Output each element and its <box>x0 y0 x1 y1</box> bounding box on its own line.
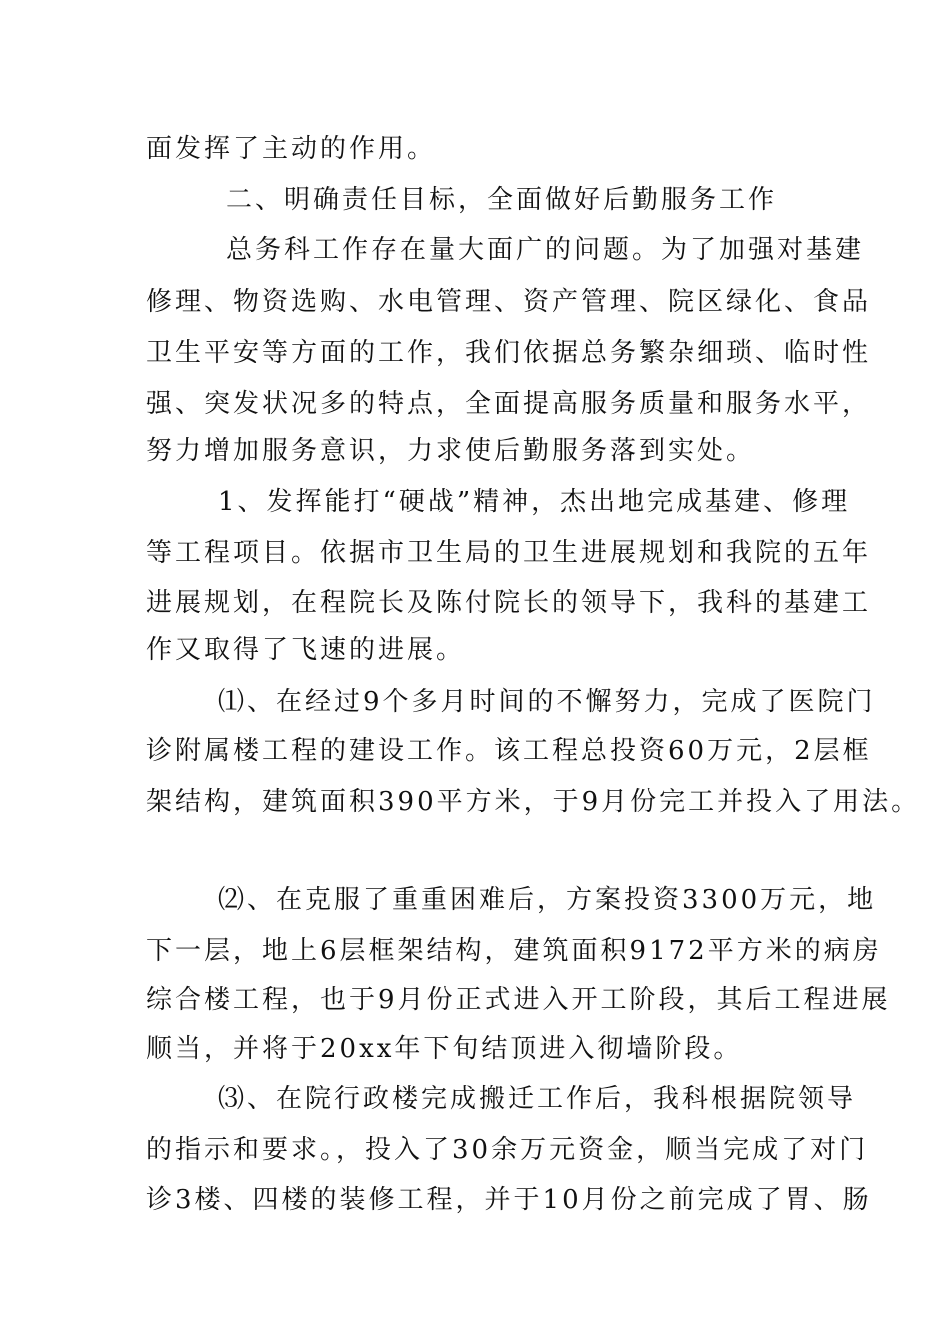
text-line: 顺当，并将于20xx年下旬结顶进入彻墙阶段。 <box>146 1034 743 1064</box>
text-line: 的指示和要求。，投入了30余万元资金，顺当完成了对门 <box>146 1135 869 1165</box>
text-line: 努力增加服务意识，力求使后勤服务落到实处。 <box>146 436 756 466</box>
section-heading: 二、明确责任目标，全面做好后勤服务工作 <box>226 185 778 215</box>
text-line: 面发挥了主动的作用。 <box>146 134 437 164</box>
text-line: 综合楼工程，也于9月份正式进入开工阶段，其后工程进展 <box>146 985 891 1015</box>
text-line: 作又取得了飞速的进展。 <box>146 635 466 665</box>
text-line: 诊3楼、四楼的装修工程，并于10月份之前完成了胃、肠 <box>146 1185 872 1215</box>
text-line: 架结构，建筑面积390平方米，于9月份完工并投入了用法。 <box>146 787 921 817</box>
text-line: ⑵、在克服了重重困难后，方案投资3300万元，地 <box>218 885 877 915</box>
text-line: 卫生平安等方面的工作，我们依据总务繁杂细琐、临时性 <box>146 338 872 368</box>
text-line: 进展规划，在程院长及陈付院长的领导下，我科的基建工 <box>146 588 872 618</box>
text-line: 诊附属楼工程的建设工作。该工程总投资60万元，2层框 <box>146 736 872 766</box>
text-line: 强、突发状况多的特点，全面提高服务质量和服务水平， <box>146 389 872 419</box>
text-line: 等工程项目。依据市卫生局的卫生进展规划和我院的五年 <box>146 538 872 568</box>
text-line: 修理、物资选购、水电管理、资产管理、院区绿化、食品 <box>146 287 872 317</box>
text-line: 下一层，地上6层框架结构，建筑面积9172平方米的病房 <box>146 936 882 966</box>
text-line: ⑶、在院行政楼完成搬迁工作后，我科根据院领导 <box>218 1084 857 1114</box>
text-line: ⑴、在经过9个多月时间的不懈努力，完成了医院门 <box>218 687 876 717</box>
text-line: 总务科工作存在量大面广的问题。为了加强对基建 <box>226 235 865 265</box>
text-line: 1、发挥能打“硬战”精神，杰出地完成基建、修理 <box>218 487 851 517</box>
